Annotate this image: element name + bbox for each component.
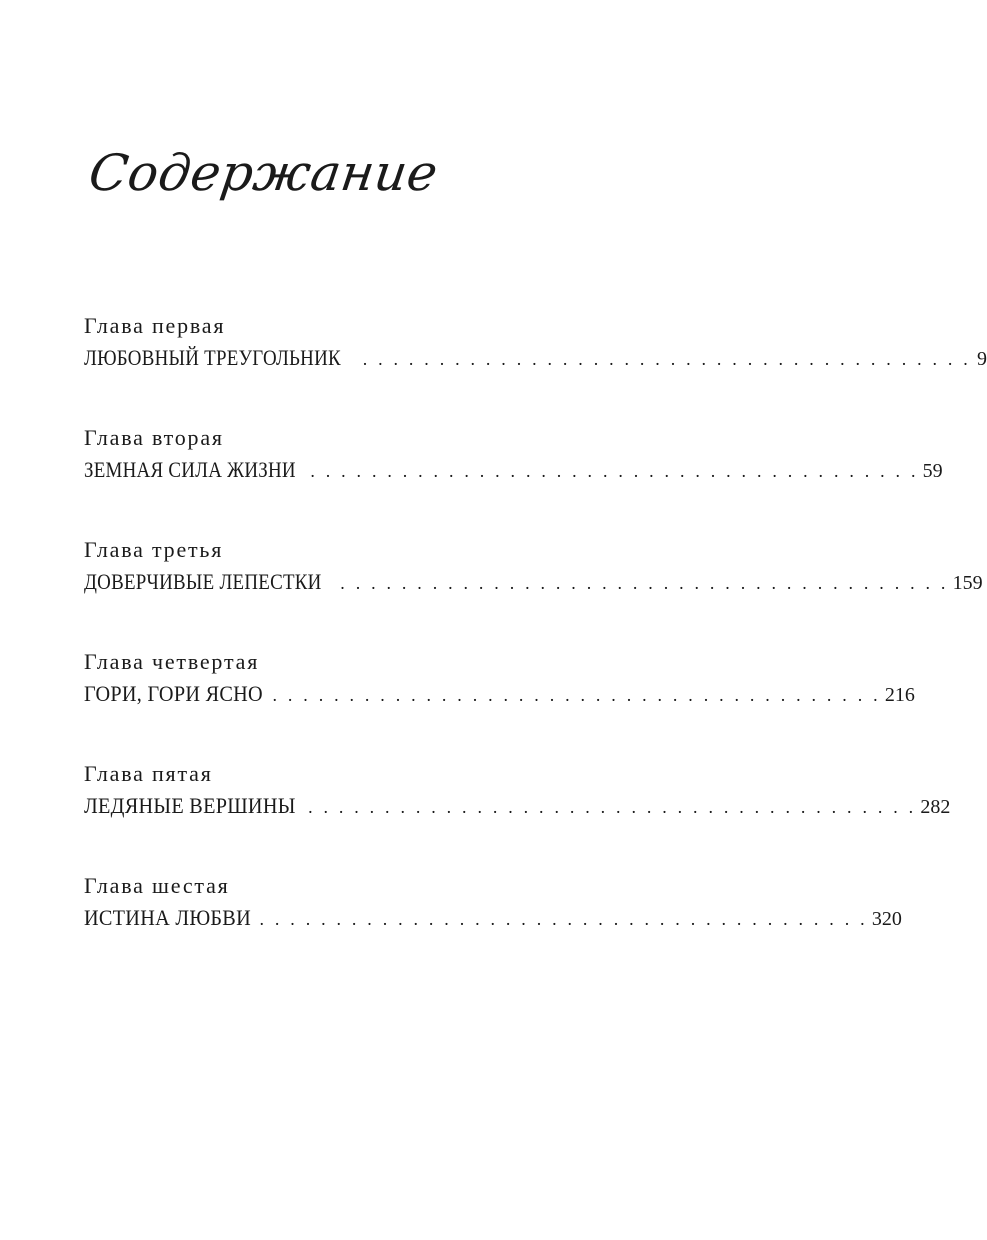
toc-entry	[84, 758, 951, 870]
page-title: Содержание	[85, 144, 442, 202]
chapter-label: Глава вторая	[84, 425, 224, 450]
toc-entry	[84, 534, 983, 646]
dot-leader: . . . . . . . . . . . . . . . . . . . . . . . . . . . . . . . . . . . . . . . .	[340, 573, 949, 593]
page-number: 320	[871, 908, 902, 930]
dot-leader: . . . . . . . . . . . . . . . . . . . . . . . . . . . . . . . . . . . . . . . .	[308, 797, 917, 817]
dot-leader: . . . . . . . . . . . . . . . . . . . . . . . . . . . . . . . . . . . . . . . .	[310, 461, 919, 481]
page-number: 159	[952, 572, 983, 594]
chapter-name: ЛЕДЯНЫЕ ВЕРШИНЫ	[84, 793, 296, 818]
chapter-name: ДОВЕРЧИВЫЕ ЛЕПЕСТКИ	[84, 569, 322, 594]
dot-leader: . . . . . . . . . . . . . . . . . . . . . . . . . . . . . . . . . . . . . . . .	[259, 909, 868, 929]
chapter-line	[84, 790, 951, 822]
page-number: 216	[884, 684, 915, 706]
chapter-label: Глава пятая	[84, 761, 213, 786]
dot-leader: . . . . . . . . . . . . . . . . . . . . . . . . . . . . . . . . . . . . . . . .	[272, 685, 881, 705]
chapter-line	[84, 342, 987, 374]
chapter-line	[84, 566, 983, 598]
chapter-line	[84, 678, 915, 710]
chapter-line	[84, 902, 902, 934]
dot-leader: . . . . . . . . . . . . . . . . . . . . . . . . . . . . . . . . . . . . . . . .	[362, 349, 972, 369]
chapter-name: ГОРИ, ГОРИ ЯСНО	[84, 681, 263, 706]
chapter-label: Глава третья	[84, 537, 224, 562]
toc-entry	[84, 422, 943, 534]
page-number: 282	[920, 796, 951, 818]
chapter-label: Глава четвертая	[84, 649, 260, 674]
chapter-name: ЛЮБОВНЫЙ ТРЕУГОЛЬНИК	[84, 345, 341, 370]
toc-entry	[84, 646, 915, 758]
page-number: 9	[977, 348, 987, 370]
chapter-name: ИСТИНА ЛЮБВИ	[84, 905, 251, 930]
toc-entry	[84, 870, 902, 982]
chapter-label: Глава первая	[84, 313, 226, 338]
chapter-label: Глава шестая	[84, 873, 230, 898]
table-of-contents	[84, 310, 987, 982]
chapter-line	[84, 454, 943, 486]
toc-entry	[84, 310, 987, 422]
page-number: 59	[922, 460, 943, 482]
chapter-name: ЗЕМНАЯ СИЛА ЖИЗНИ	[84, 457, 296, 482]
